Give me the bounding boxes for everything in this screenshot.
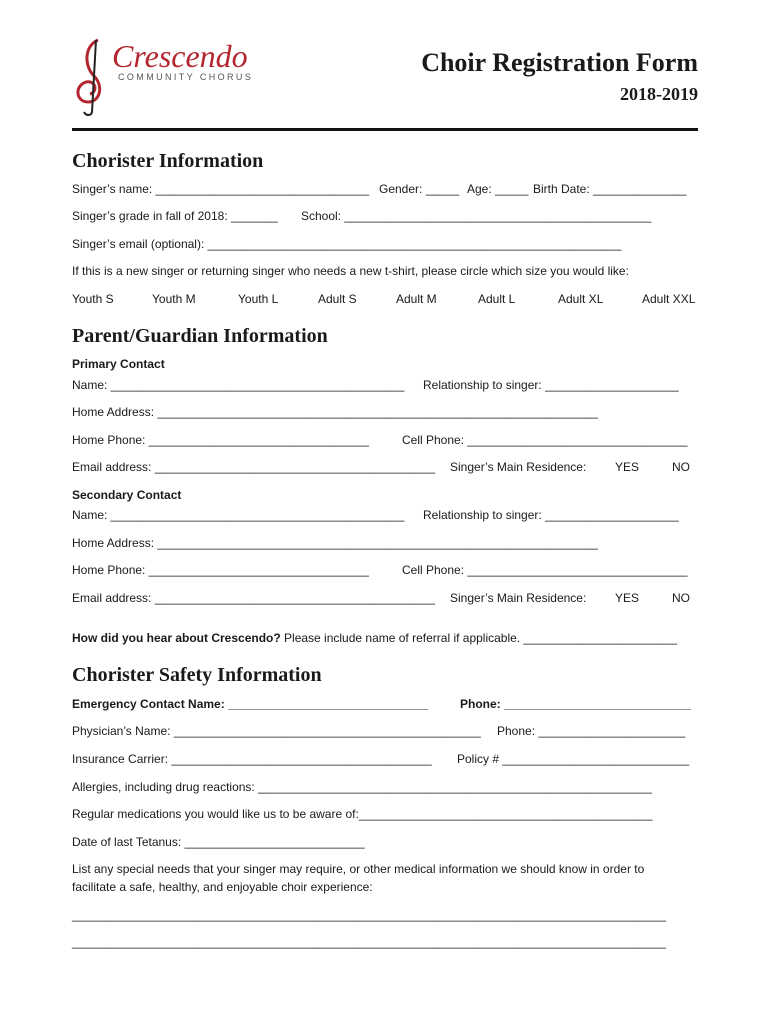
special-needs-blank-line[interactable]: _________________________________________________________________________________________ [72, 935, 666, 949]
primary-residence-no[interactable]: NO [672, 460, 690, 474]
primary-email-field[interactable]: Email address: __________________________________________ [72, 460, 435, 474]
treble-clef-icon [70, 36, 114, 116]
referral-question[interactable] [72, 631, 677, 645]
tshirt-prompt: If this is a new singer or returning singer who needs a new t-shirt, please circle which size you would like: [72, 264, 629, 278]
size-option[interactable]: Adult L [478, 292, 516, 306]
birth-date-field[interactable]: Birth Date: ______________ [533, 182, 687, 196]
secondary-residence-yes[interactable]: YES [615, 591, 640, 605]
secondary-name-field[interactable]: Name: ____________________________________________ [72, 508, 405, 522]
page-title: Choir Registration Form [421, 48, 698, 77]
physician-phone-field[interactable]: Phone: ______________________ [497, 724, 686, 738]
logo-subtitle: COMMUNITY CHORUS [118, 72, 254, 82]
special-needs-blank-line[interactable]: _________________________________________________________________________________________ [72, 908, 666, 922]
form-year: 2018-2019 [620, 84, 698, 104]
secondary-email-field[interactable]: Email address: __________________________________________ [72, 591, 435, 605]
referral-question-bold: How did you hear about Crescendo? [72, 631, 281, 645]
special-needs-prompt-1: List any special needs that your singer may require, or other medical information we should know in order to [72, 862, 645, 876]
primary-residence-label: Singer’s Main Residence: [450, 460, 587, 474]
primary-relationship-field[interactable]: Relationship to singer: ____________________ [423, 378, 679, 392]
primary-cell-phone-field[interactable]: Cell Phone: _________________________________ [402, 433, 688, 447]
secondary-contact-label: Secondary Contact [72, 488, 182, 502]
safety-heading: Chorister Safety Information [72, 664, 322, 686]
secondary-address-field[interactable]: Home Address: __________________________________________________________________ [72, 536, 598, 550]
singer-name-field[interactable]: Singer’s name: ________________________________ [72, 182, 370, 196]
tetanus-date-field[interactable]: Date of last Tetanus: ___________________________ [72, 835, 365, 849]
physician-name-field[interactable]: Physician’s Name: ______________________________________________ [72, 724, 481, 738]
primary-contact-label: Primary Contact [72, 357, 165, 371]
primary-residence-yes[interactable]: YES [615, 460, 640, 474]
insurance-carrier-field[interactable]: Insurance Carrier: _______________________________________ [72, 752, 432, 766]
size-option[interactable]: Adult S [318, 292, 357, 306]
medications-field[interactable]: Regular medications you would like us to be aware of:____________________________________________ [72, 807, 653, 821]
chorister-heading: Chorister Information [72, 150, 264, 172]
gender-field[interactable]: Gender: _____ [379, 182, 460, 196]
emergency-contact-field[interactable]: Emergency Contact Name: ______________________________ [72, 697, 429, 711]
primary-address-field[interactable]: Home Address: __________________________________________________________________ [72, 405, 598, 419]
secondary-cell-phone-field[interactable]: Cell Phone: _________________________________ [402, 563, 688, 577]
size-option[interactable]: Adult XL [558, 292, 604, 306]
size-option[interactable]: Adult XXL [642, 292, 696, 306]
primary-home-phone-field[interactable]: Home Phone: _________________________________ [72, 433, 369, 447]
secondary-home-phone-field[interactable]: Home Phone: _________________________________ [72, 563, 369, 577]
size-option[interactable]: Youth S [72, 292, 114, 306]
secondary-relationship-field[interactable]: Relationship to singer: ____________________ [423, 508, 679, 522]
age-field[interactable]: Age: _____ [467, 182, 529, 196]
size-option[interactable]: Adult M [396, 292, 437, 306]
singer-email-field[interactable]: Singer’s email (optional): ______________________________________________________________ [72, 237, 622, 251]
emergency-phone-field[interactable]: Phone: ____________________________ [460, 697, 691, 711]
school-field[interactable]: School: ______________________________________________ [301, 209, 652, 223]
grade-field[interactable]: Singer’s grade in fall of 2018: _______ [72, 209, 278, 223]
secondary-residence-no[interactable]: NO [672, 591, 690, 605]
logo-word: Crescendo [112, 38, 248, 74]
header-divider [72, 128, 698, 131]
allergies-field[interactable]: Allergies, including drug reactions: ___________________________________________________________ [72, 780, 652, 794]
secondary-residence-label: Singer’s Main Residence: [450, 591, 587, 605]
size-option[interactable]: Youth M [152, 292, 196, 306]
special-needs-prompt-2: facilitate a safe, healthy, and enjoyable choir experience: [72, 880, 373, 894]
referral-question-rest: Please include name of referral if applicable. _______________________ [280, 631, 677, 645]
size-option[interactable]: Youth L [238, 292, 279, 306]
primary-name-field[interactable]: Name: ____________________________________________ [72, 378, 405, 392]
parent-heading: Parent/Guardian Information [72, 325, 328, 347]
policy-number-field[interactable]: Policy # ____________________________ [457, 752, 690, 766]
